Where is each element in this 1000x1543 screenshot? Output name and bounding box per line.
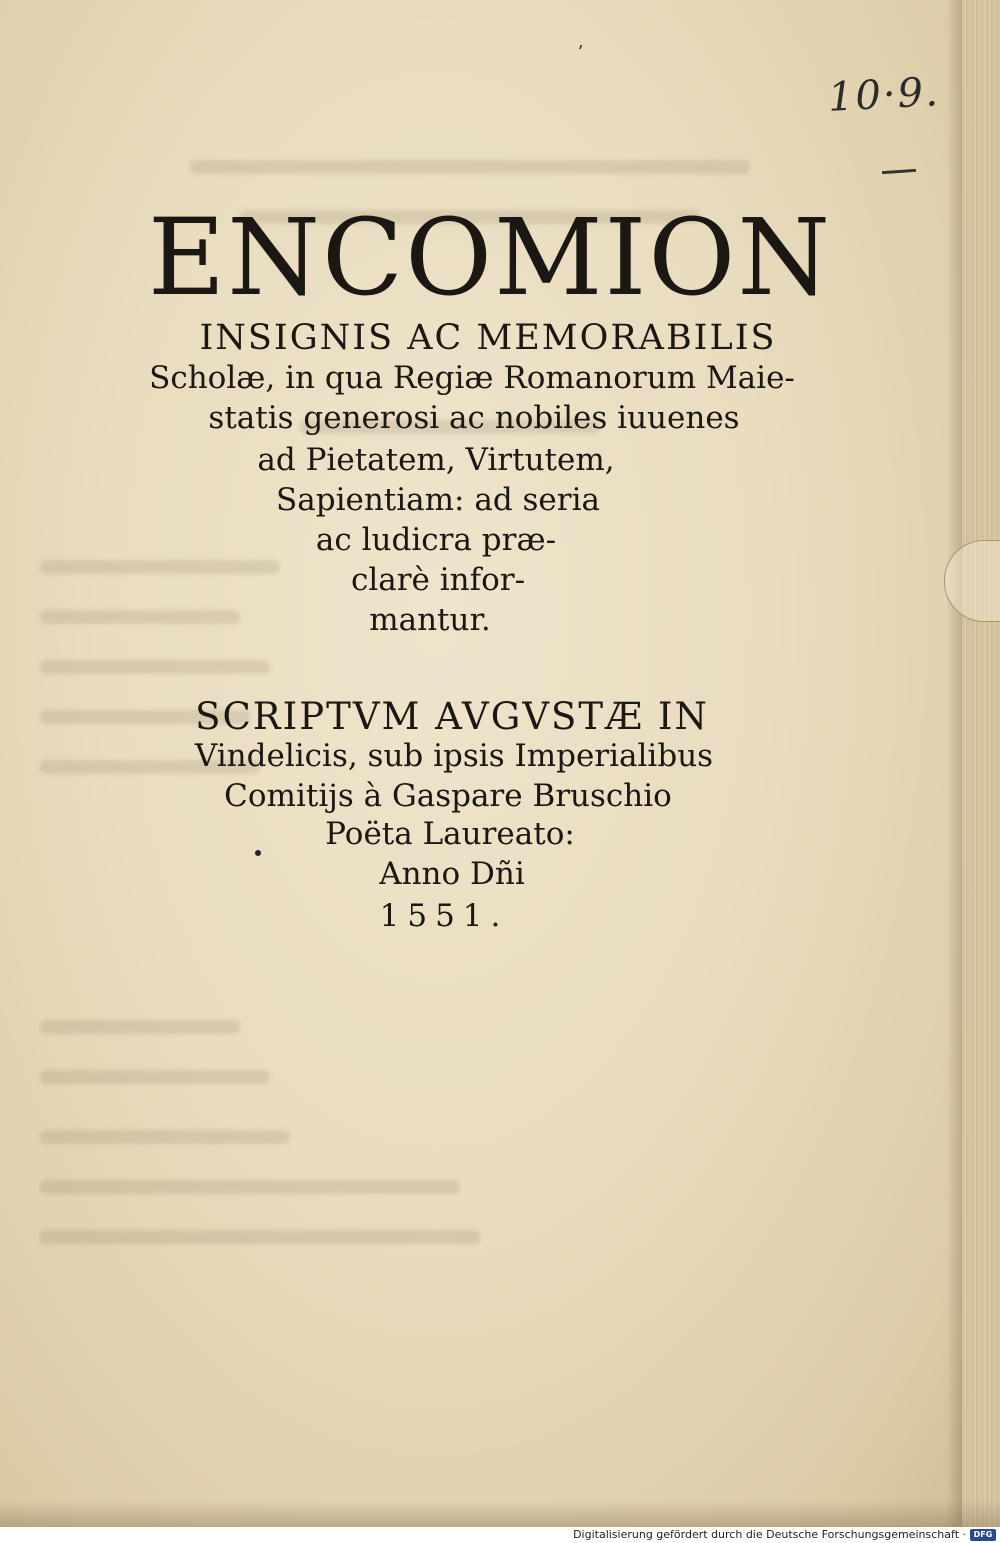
shelfmark-underline [882,169,916,174]
page-title: ENCOMION [147,196,833,319]
imprint-line: Comitijs à Gaspare Bruschio [224,778,672,814]
dfg-logo: DFG [970,1529,996,1541]
subtitle: INSIGNIS AC MEMORABILIS [199,318,777,358]
body-line: ad Pietatem, Virtutem, [257,442,615,478]
imprint-line: Vindelicis, sub ipsis Imperialibus [194,738,714,774]
digitization-footer [0,1527,1000,1543]
body-line: statis generosi ac nobiles iuuenes [208,400,740,436]
body-line: Scholæ, in qua Regiæ Romanorum Maie- [149,360,795,396]
ink-speck: ʼ [577,42,583,63]
funding-credit: Digitalisierung gefördert durch die Deutsche Forschungsgemeinschaft · [573,1528,966,1541]
book-page-edges [962,0,1000,1527]
imprint-heading: SCRIPTVM AVGVSTÆ IN [195,695,709,738]
body-line: ac ludicra præ- [315,522,557,558]
body-line: clarè infor- [350,562,526,598]
page-bottom-shadow [0,1500,1000,1527]
imprint-year: 1551. [379,898,509,934]
imprint-line: Anno Dñi [379,856,525,892]
body-line: mantur. [369,602,491,638]
imprint-line: Poëta Laureato: [325,816,575,852]
handwritten-shelfmark: 10·9. [826,69,941,121]
body-line: Sapientiam: ad seria [276,482,600,518]
ink-dot [255,850,261,856]
